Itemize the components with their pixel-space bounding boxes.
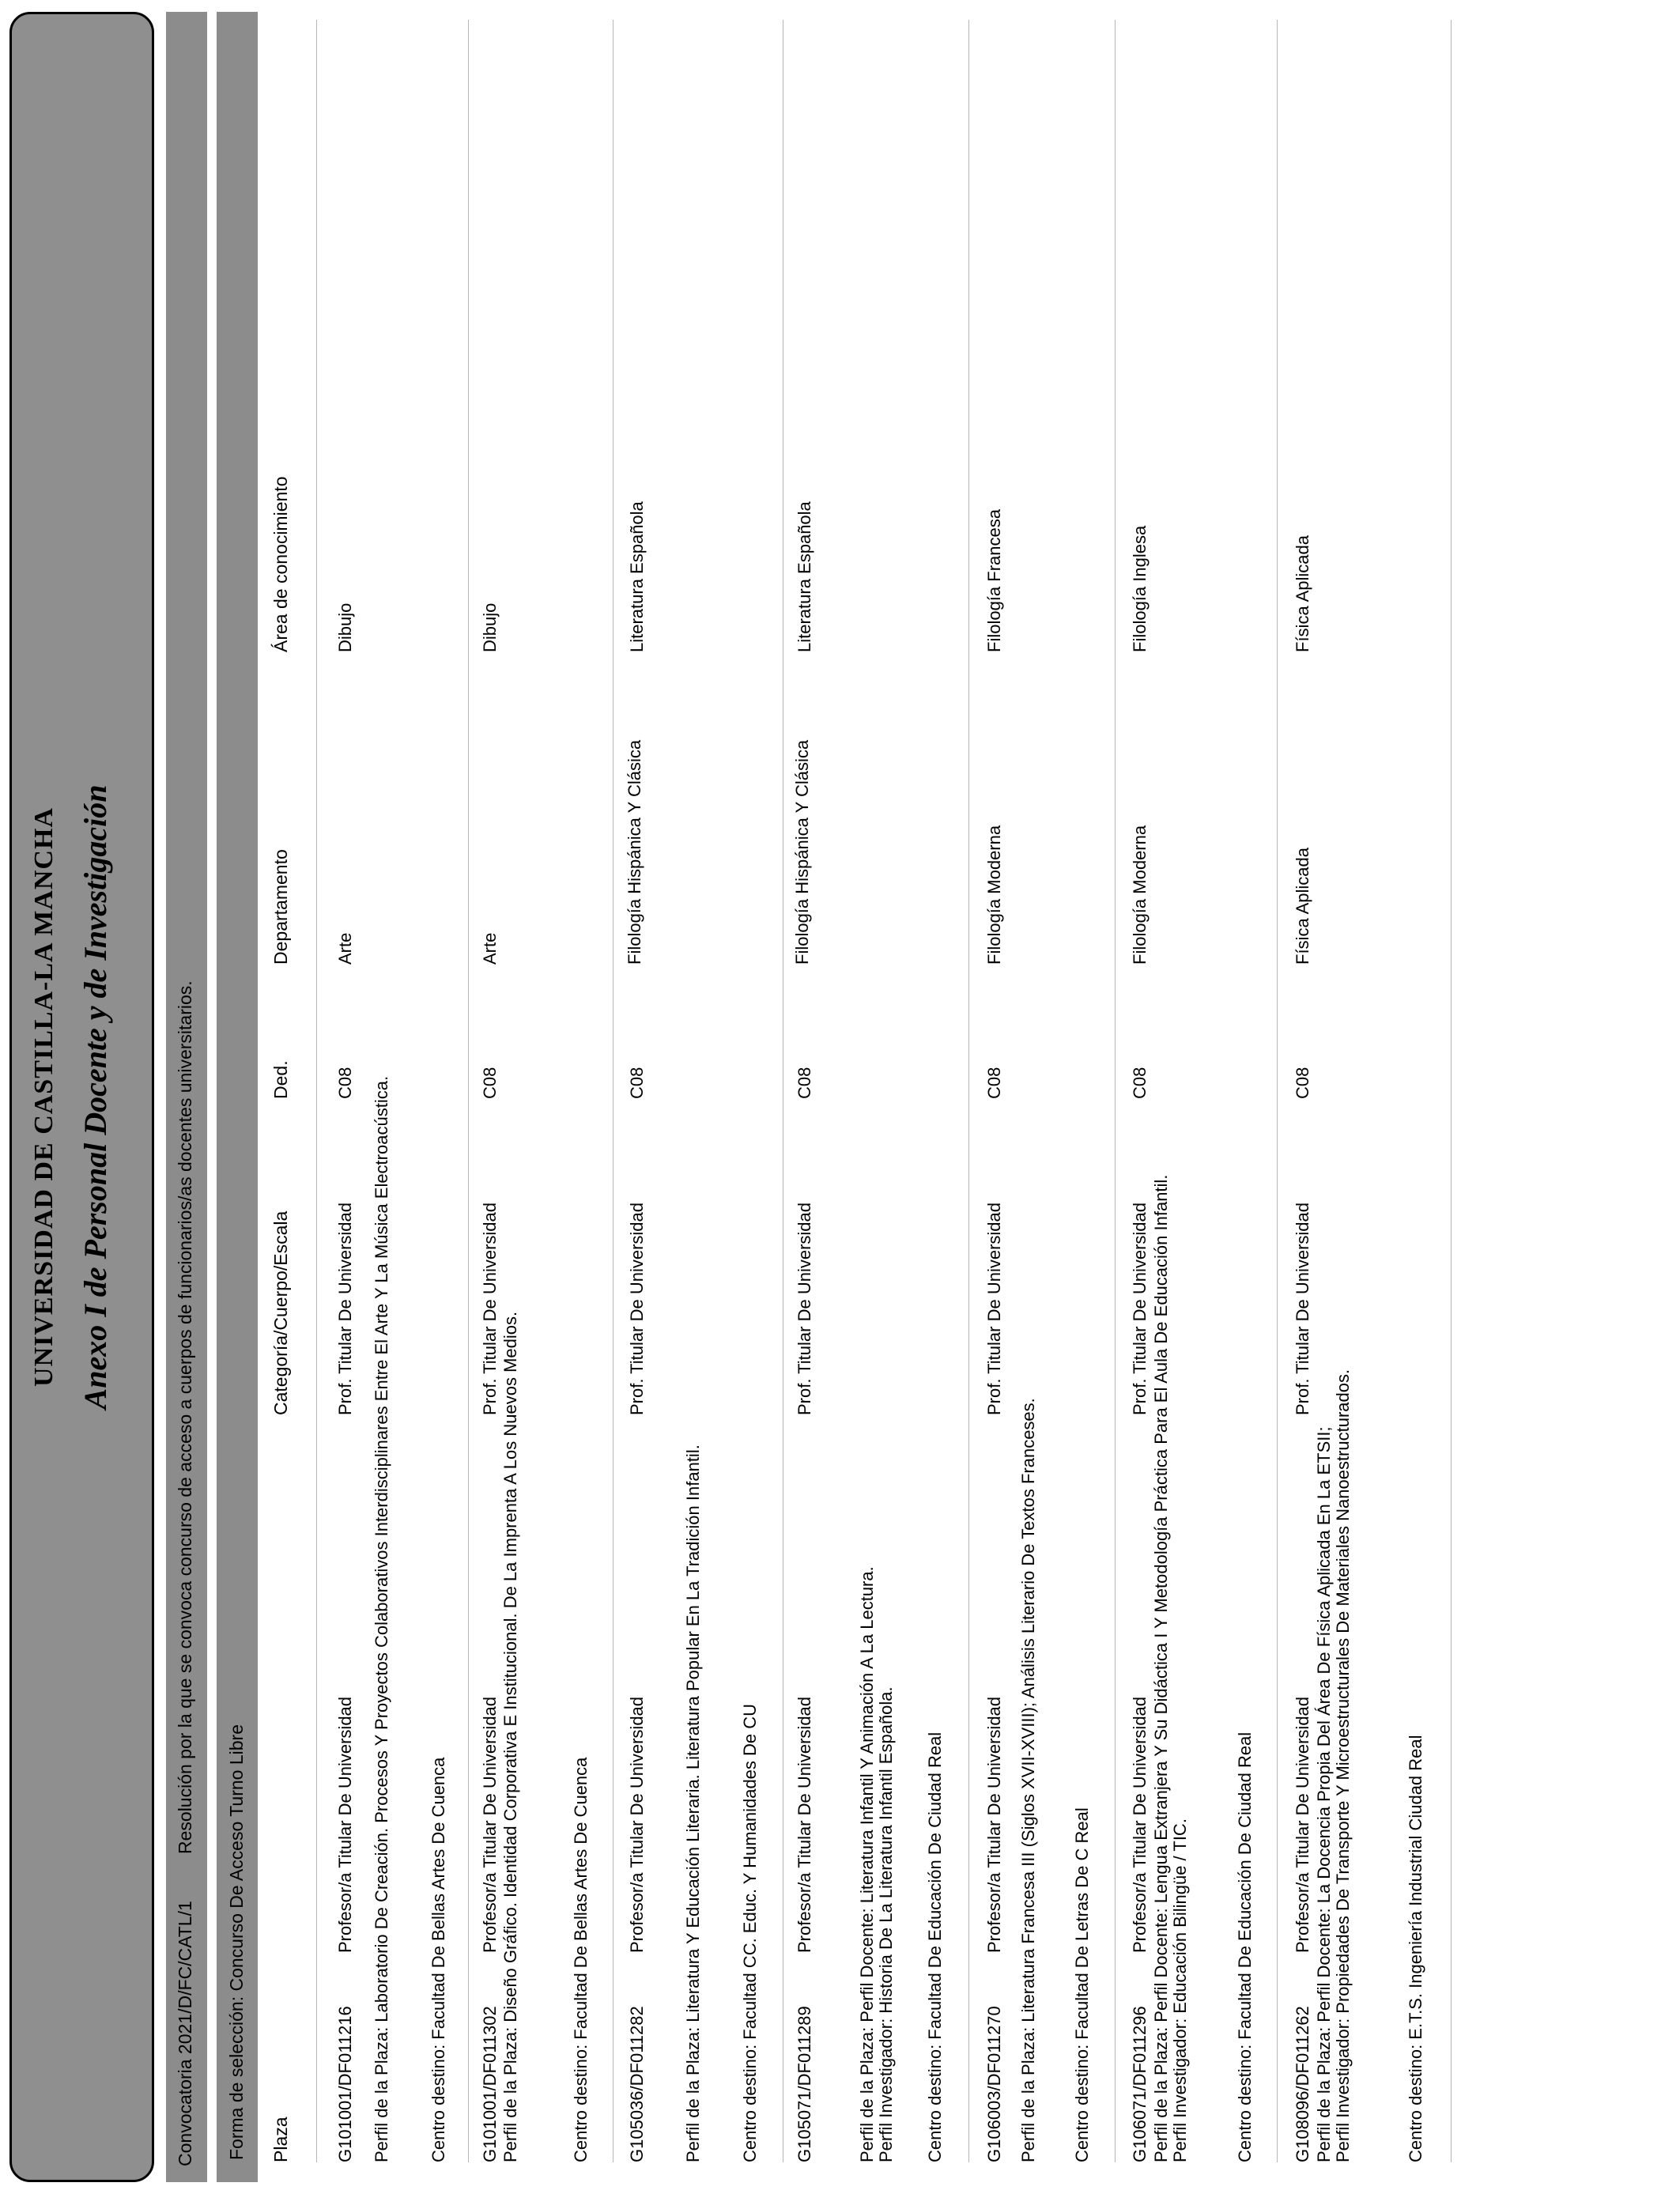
plaza-categoria: Prof. Titular De Universidad [1293,1203,1312,1415]
plaza-departamento: Filología Moderna [1130,825,1150,965]
plaza-departamento: Física Aplicada [1293,848,1312,965]
plaza-code: G105071/DF011289 [795,2006,814,2162]
plaza-cuerpo: Profesor/a Titular De Universidad [627,1696,647,1953]
row-divider [468,20,469,2162]
plaza-area: Literatura Española [627,501,647,652]
plaza-code: G106071/DF011296 [1130,2006,1150,2162]
plaza-code: G101001/DF011216 [335,2006,355,2162]
convocatoria-code: Convocatoria 2021/D/FC/CATL/1 [175,1901,195,2166]
plaza-categoria: Prof. Titular De Universidad [1130,1203,1150,1415]
plaza-departamento: Arte [335,932,355,965]
plaza-cuerpo: Profesor/a Titular De Universidad [795,1696,814,1953]
plaza-cuerpo: Profesor/a Titular De Universidad [1293,1696,1312,1953]
plaza-centro: Centro destino: Facultad CC. Educ. Y Humanidades De CU [740,1703,760,2162]
plaza-cuerpo: Profesor/a Titular De Universidad [480,1696,500,1953]
plaza-centro: Centro destino: Facultad De Bellas Artes De Cuenca [428,1757,448,2162]
plaza-area: Literatura Española [795,501,814,652]
forma-seleccion: Forma de selección: Concurso De Acceso Turno Libre [226,1724,247,2160]
plaza-categoria: Prof. Titular De Universidad [335,1203,355,1415]
plaza-cuerpo: Profesor/a Titular De Universidad [984,1696,1004,1953]
column-header-area: Área de conocimiento [270,476,291,652]
plaza-cuerpo: Profesor/a Titular De Universidad [335,1696,355,1953]
plaza-cuerpo: Profesor/a Titular De Universidad [1130,1696,1150,1953]
plaza-area: Dibujo [480,602,500,652]
plaza-area: Física Aplicada [1293,535,1312,652]
row-divider [1115,20,1116,2162]
plaza-departamento: Filología Moderna [984,825,1004,965]
row-divider [316,20,317,2162]
plaza-categoria: Prof. Titular De Universidad [984,1203,1004,1415]
plaza-ded: C08 [1293,1067,1312,1099]
plaza-centro: Centro destino: E.T.S. Ingeniería Industrial Ciudad Real [1406,1735,1425,2162]
column-header-categoria: Categoría/Cuerpo/Escala [270,1210,291,1415]
plaza-ded: C08 [1130,1067,1150,1099]
plaza-perfil: Perfil de la Plaza: Literatura Y Educación Literaria. Literatura Popular En La Tradición Infantil. [683,1444,703,2162]
plaza-ded: C08 [627,1067,647,1099]
plaza-code: G108096/DF011262 [1293,2006,1312,2162]
plaza-perfil-investigador: Perfil Investigador: Historia De La Literatura Infantil Española. [876,1686,896,2162]
convocatoria-resolution: Resolución por la que se convoca concurso de acceso a cuerpos de funcionarios/as docentes universitarios. [175,980,195,1854]
plaza-perfil: Perfil de la Plaza: Perfil Docente: La Docencia Propia Del Área De Física Aplicada En La ETSII; [1314,1426,1334,2162]
plaza-departamento: Filología Hispánica Y Clásica [625,739,644,965]
plaza-perfil: Perfil de la Plaza: Laboratorio De Creación. Procesos Y Proyectos Colaborativos Interdisciplinares Entre El Arte Y La Música Electroacústica. [372,1075,391,2162]
plaza-code: G105036/DF011282 [627,2006,647,2162]
header-banner [9,12,154,2182]
plaza-area: Dibujo [335,602,355,652]
plaza-centro: Centro destino: Facultad De Educación De Ciudad Real [925,1731,945,2162]
plaza-perfil-investigador: Perfil Investigador: Educación Bilingüe / TIC. [1170,1818,1190,2162]
annex-title: Anexo I de Personal Docente y de Investigación [77,784,113,1410]
plaza-perfil-investigador: Perfil Investigador: Propiedades De Transporte Y Microestructurales De Materiales Nanoestructurados. [1333,1369,1353,2162]
row-divider [1451,20,1452,2162]
row-divider [968,20,969,2162]
university-name: UNIVERSIDAD DE CASTILLA-LA MANCHA [29,807,59,1387]
plaza-categoria: Prof. Titular De Universidad [480,1203,500,1415]
plaza-ded: C08 [335,1067,355,1099]
plaza-perfil: Perfil de la Plaza: Perfil Docente: Lengua Extranjera Y Su Didáctica I Y Metodología Práctica Para El Aula De Educación Infantil. [1151,1174,1171,2162]
convocatoria-bar [166,12,207,2182]
plaza-perfil: Perfil de la Plaza: Diseño Gráfico. Identidad Corporativa E Institucional. De La Imprenta A Los Nuevos Medios. [500,1311,520,2162]
plaza-code: G101001/DF011302 [480,2006,500,2162]
plaza-centro: Centro destino: Facultad De Educación De Ciudad Real [1235,1731,1255,2162]
plaza-ded: C08 [984,1067,1004,1099]
plaza-area: Filología Francesa [984,509,1004,652]
forma-seleccion-bar [217,12,258,2182]
plaza-area: Filología Inglesa [1130,525,1150,652]
plaza-ded: C08 [795,1067,814,1099]
plaza-perfil: Perfil de la Plaza: Literatura Francesa III (Siglos XVII-XVIII); Análisis Literario De Textos Franceses. [1018,1398,1038,2162]
column-header-departamento: Departamento [270,849,291,965]
plaza-centro: Centro destino: Facultad De Letras De C Real [1072,1807,1092,2162]
row-divider [1277,20,1278,2162]
plaza-categoria: Prof. Titular De Universidad [795,1203,814,1415]
plaza-departamento: Arte [480,932,500,965]
column-header-plaza: Plaza [270,2117,291,2162]
plaza-departamento: Filología Hispánica Y Clásica [792,739,812,965]
column-header-ded: Ded. [270,1060,291,1099]
plaza-centro: Centro destino: Facultad De Bellas Artes De Cuenca [571,1757,591,2162]
plaza-categoria: Prof. Titular De Universidad [627,1203,647,1415]
plaza-perfil: Perfil de la Plaza: Perfil Docente: Literatura Infantil Y Animación A La Lectura. [857,1566,877,2162]
plaza-ded: C08 [480,1067,500,1099]
plaza-code: G106003/DF011270 [984,2006,1004,2162]
